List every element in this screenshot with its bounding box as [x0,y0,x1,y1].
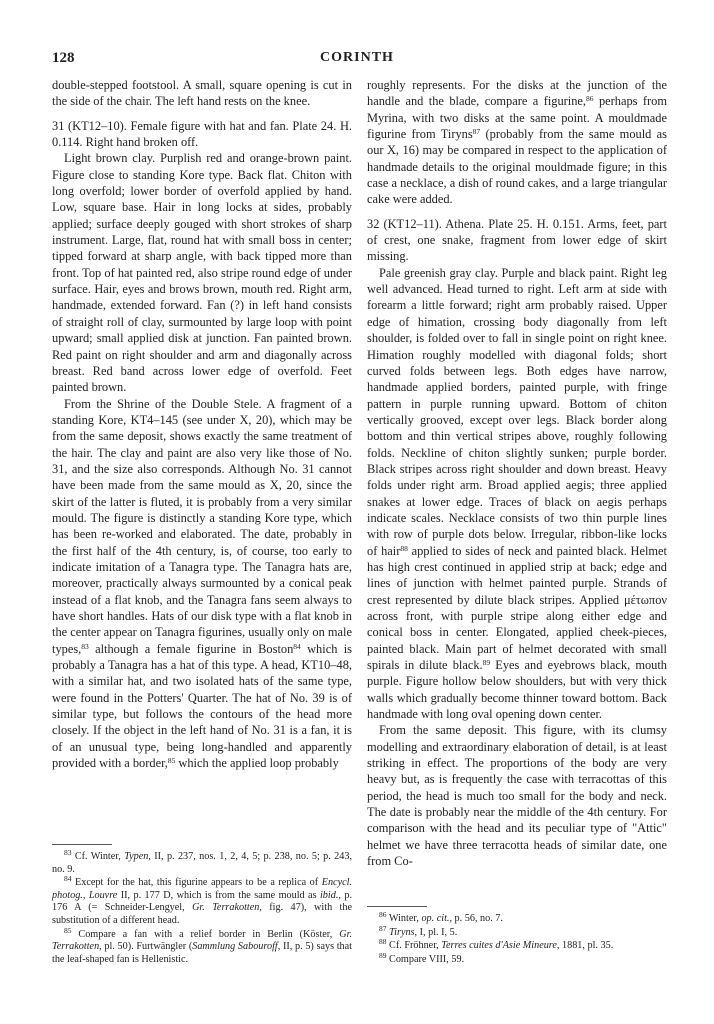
entry-32-discussion: From the same deposit. This figure, with its clumsy modelling and extraordinary elaboration of detail, is at least striking in effect. The proportions of the body are very heavy but, as is frequently the case with terracottas of this period, the head is much too small for the body and neck. The date is probably near the middle of the 4th century. For comparison with the head and its peculiar type of "Attic" helmet we have three terracotta heads of similar date, one from Co- [367,723,667,869]
footnote-ref-84: 84 [293,641,301,651]
footnote-87: $^{87}$ Tiryns, I, pl. I, 5. [379,923,458,938]
footnote-88: $^{88}$ Cf. Fröhner, Terres cuites d'Asie Mineure, 1881, pl. 35. [379,937,614,952]
footnote-ref-88: 88 [400,543,408,553]
footnote-ref-87: 87 [472,127,481,137]
catalogue-entry-32-title: 32 (KT12–11). Athena. Plate 25. H. 0.151. Arms, feet, part of crest, one snake, fragment from lower edge of skirt missing. [367,216,667,264]
footnote-89: $^{89}$ Compare VIII, 59. [379,950,465,965]
footnote-ref-83: 83 [81,641,89,651]
footnote-83: $^{83}$ Cf. Winter, Typen, II, p. 237, nos. 1, 2, 4, 5; p. 238, no. 5; p. 243, no. 9. [52,848,352,875]
footnote-rule-left [52,844,112,845]
catalogue-entry-32-description: Pale greenish gray clay. Purple and black paint. Right leg well advanced. Head turned to right. Left arm at side with forearm a little forward; right arm probably raised. Upper edge of himation, crossing body diagonally from left shoulder, is folded over to fall in single point on right knee. Himation roughly modelled with diagonal folds; short curved folds between legs. Both edges have narrow, handmade applied borders, painted purple, with fringe pattern in purple running upward. Bottom of chiton vertically grooved, except over legs. Black border along bottom and thin vertical stripes above, roughly following folds. Neckline of chiton slightly sunken; purple border. Black stripes across right shoulder and down breast. Heavy folds under right arm. Broad applied aegis; three applied snakes at lower edge. Traces of black on aegis perhaps indicate scales. Necklace consists of two thin purple lines with row of purple dots below. Irregular, ribbon-like locks of hair$^{88}$ applied to sides of neck and painted black. Helmet has high crest continued in applied strip at back; edge and lines of junction with helmet painted purple. Strands of crest represented by dilute black stripes. Applied μέτωπον across front, with purple stripe along either edge and conical boss in center. Elongated, applied cheek-pieces, painted black. Main part of helmet decorated with small spirals in dilute black.$^{89}$ Eyes and eyebrows black, mouth purple. Figure hollow below shoulders, but with very thick walls which gradually become thinner toward bottom. Back handmade with long oval opening down center. [367,265,667,722]
page-number: 128 [52,50,75,66]
running-title: CORINTH [320,50,394,65]
catalogue-entry-31-description: Light brown clay. Purplish red and orange-brown paint. Figure close to standing Kore type. Back flat. Chiton with long overfold; lower border of overfold applied by hand. Low, square base. Hair in long locks at sides, probably applied; surface deeply gouged with short strokes of sharp instrument. Large, flat, round hat with small boss in center; tipped forward at sharp angle, with back tipped more than front. Top of hat painted red, also stripe round edge of under surface. Hair, eyes and brows brown, mouth red. Right arm, handmade, extended forward. Fan (?) in left hand consists of straight roll of clay, surmounted by large loop with point upward; small applied disk at junction. Fan painted brown. Red paint on right shoulder and arm and diagonally across breast. Red band across lower edge of overfold. Feet painted brown. [52,151,352,395]
footnote-ref-85: 85 [167,756,176,766]
footnotes-left [52,848,353,966]
footnote-ref-86: 86 [586,94,594,104]
footnote-84: $^{84}$ Except for the hat, this figurine appears to be a replica of Encycl. photog., Louvre II, p. 177 D, which is from the same mould as ibid., p. 176 A (= Schneider-Lengyel, Gr. Terrakotten, fig. 47), with the substitution of a different head. [52,874,353,926]
footnote-ref-89: 89 [482,658,491,668]
continued-discussion: roughly represents. For the disks at the junction of the handle and the blade, compare a figurine,$^{86}$ perhaps from Myrina, with two disks at the same point. A mouldmade figurine from Tiryns$^{87}$ (probably from the same mould as our X, 16) may be compared in respect to the application of handmade details to the original mouldmade figure; in this case a necklace, a dish of round cakes, and a large triangular cake were added. [367,78,667,207]
left-column [52,77,352,771]
page-header [52,50,662,68]
right-column [367,77,667,870]
continued-paragraph: double-stepped footstool. A small, square opening is cut in the side of the chair. The left hand rests on the knee. [52,78,352,109]
catalogue-entry-31-title: 31 (KT12–10). Female figure with hat and fan. Plate 24. H. 0.114. Right hand broken off. [52,118,352,150]
footnotes-right [367,910,667,966]
greek-word: μέτωπον [623,592,667,607]
footnote-86: $^{86}$ Winter, op. cit., p. 56, no. 7. [379,910,503,924]
entry-31-discussion: From the Shrine of the Double Stele. A fragment of a standing Kore, KT4–145 (see under X, 20), which may be from the same deposit, shows exactly the same treatment of the hair. The clay and paint are also very like those of No. 31, and the size also corresponds. Although No. 31 cannot have been made from the same mould as X, 20, since the skirt of the latter is fluted, it is probably from a very similar mould. The figure is distinctly a standing Kore type, which has been re-worked and elaborated. The date, probably in the first half of the 4th century, is, of course, too early to indicate imitation of a Tanagra type. The Tanagra hats are, moreover, practically always surmounted by a conical peak instead of a flat knob, and the Tanagra fans seem always to have short handles. Hats of our disk type with a flat knob in the center appear on Tanagra figurines, usually only on male types,$^{83}$ although a female figurine in Boston$^{84}$ which is probably a Tanagra has a hat of this type. A head, KT10–48, with a similar hat, and two isolated hats of the same type, were found in the Potters' Quarter. The hat of No. 39 is of similar type, but follows the contours of the head more closely. If the object in the left hand of No. 31 is a fan, it is of an unusual type, being long-handled and apparently provided with a border,$^{85}$ which the applied loop probably [52,396,352,771]
footnote-rule-right [367,906,427,907]
footnote-85: $^{85}$ Compare a fan with a relief border in Berlin (Köster, Gr. Terrakotten, pl. 50). Furtwängler (Sammlung Sabouroff, II, p. 5) says that the leaf-shaped fan is Hellenistic. [52,925,352,965]
